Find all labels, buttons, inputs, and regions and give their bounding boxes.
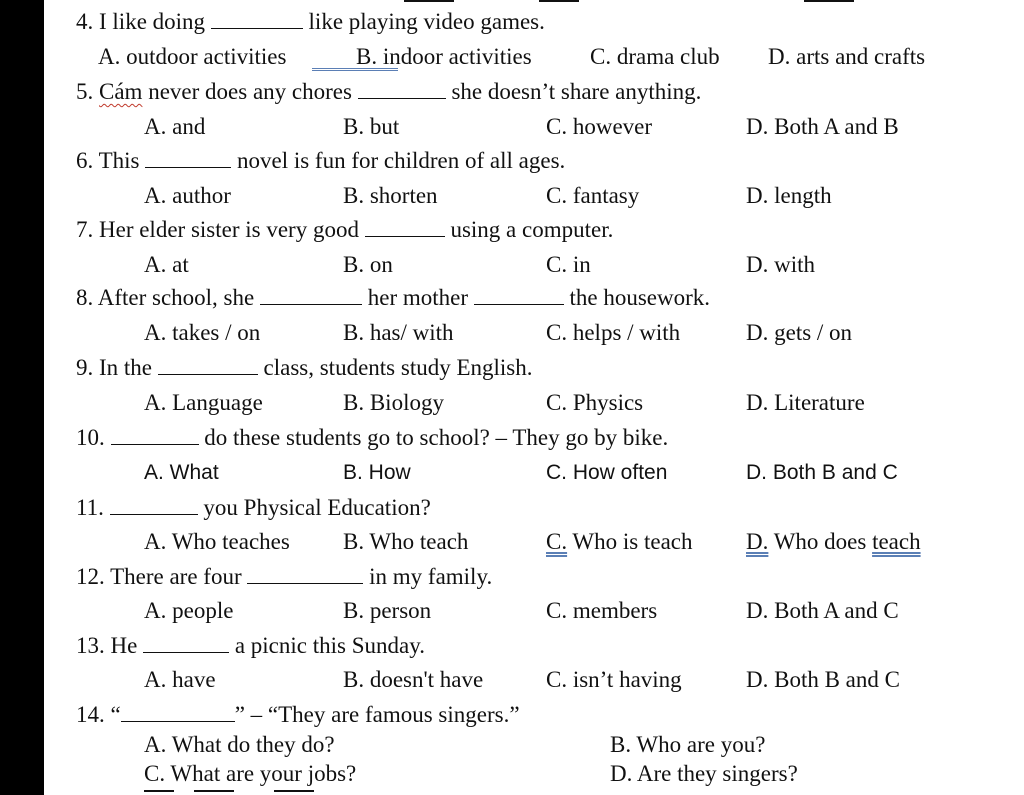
cropped-previous-line bbox=[44, 0, 1024, 6]
question-number: 13. bbox=[76, 633, 105, 658]
answer-blank-2[interactable] bbox=[474, 286, 564, 305]
question-text: the housework. bbox=[569, 285, 711, 310]
option-d[interactable] bbox=[746, 528, 921, 556]
question-text: He bbox=[110, 633, 138, 658]
option-a[interactable]: A. and bbox=[144, 114, 206, 139]
answer-blank[interactable] bbox=[143, 634, 229, 653]
option-c[interactable]: C. isn’t having bbox=[546, 667, 682, 692]
option-text-underlined: teach bbox=[872, 529, 921, 554]
option-c[interactable]: C. drama club bbox=[590, 44, 720, 69]
option-c[interactable]: C. members bbox=[546, 598, 658, 623]
answer-blank[interactable] bbox=[145, 149, 231, 168]
option-d[interactable]: D. Both B and C bbox=[746, 461, 898, 484]
option-c[interactable]: C. fantasy bbox=[546, 183, 640, 208]
question-14 bbox=[76, 701, 520, 729]
question-number: 5. bbox=[76, 79, 94, 104]
question-text: never does any chores bbox=[148, 79, 352, 104]
answer-blank[interactable] bbox=[110, 496, 198, 515]
option-d[interactable]: D. arts and crafts bbox=[768, 44, 926, 69]
question-text: you Physical Education? bbox=[203, 495, 431, 520]
question-text: This bbox=[98, 148, 140, 173]
option-a[interactable]: A. What do they do? bbox=[144, 732, 335, 757]
option-b[interactable]: B. Who teach bbox=[343, 529, 469, 554]
question-text: like playing video games. bbox=[308, 9, 545, 34]
option-c[interactable]: C. How often bbox=[546, 461, 668, 484]
question-10 bbox=[76, 424, 668, 452]
answer-blank[interactable] bbox=[111, 426, 199, 445]
option-d[interactable]: D. Are they singers? bbox=[610, 761, 798, 786]
option-d[interactable]: D. Both A and B bbox=[746, 114, 899, 139]
question-number: 11. bbox=[76, 495, 104, 520]
option-b[interactable]: B. on bbox=[343, 252, 393, 277]
option-b[interactable]: B. has/ with bbox=[343, 320, 454, 345]
answer-blank-1[interactable] bbox=[260, 286, 362, 305]
option-b[interactable]: B. Who are you? bbox=[610, 732, 766, 757]
option-b[interactable]: B. but bbox=[343, 114, 400, 139]
question-text: In the bbox=[99, 355, 153, 380]
option-b[interactable]: B. shorten bbox=[343, 183, 438, 208]
question-text: Her elder sister is very good bbox=[99, 217, 359, 242]
option-c[interactable]: C. in bbox=[546, 252, 591, 277]
question-text: There are four bbox=[110, 564, 242, 589]
question-number: 8. bbox=[76, 285, 94, 310]
option-a[interactable]: A. Language bbox=[144, 390, 263, 415]
answer-blank[interactable] bbox=[211, 10, 303, 29]
option-b[interactable]: B. indoor activities bbox=[356, 44, 532, 69]
question-12 bbox=[76, 563, 492, 591]
option-d[interactable]: D. gets / on bbox=[746, 320, 853, 345]
underline-mark bbox=[312, 68, 398, 71]
question-text: her mother bbox=[367, 285, 468, 310]
question-text: “ bbox=[110, 702, 121, 727]
question-text: a picnic this Sunday. bbox=[234, 633, 425, 658]
question-text: using a computer. bbox=[450, 217, 614, 242]
option-a[interactable]: A. have bbox=[144, 667, 216, 692]
question-13 bbox=[76, 632, 425, 660]
option-text: Who does bbox=[768, 529, 873, 554]
option-c[interactable]: C. helps / with bbox=[546, 320, 681, 345]
option-letter: C. bbox=[546, 529, 568, 554]
question-text: do these students go to school? – They go by bike. bbox=[204, 425, 669, 450]
option-b[interactable]: B. Biology bbox=[343, 390, 444, 415]
question-number: 9. bbox=[76, 355, 94, 380]
question-number: 12. bbox=[76, 564, 105, 589]
option-d[interactable]: D. with bbox=[746, 252, 815, 277]
question-text: ” – “They are famous singers.” bbox=[234, 702, 520, 727]
question-5 bbox=[76, 78, 701, 106]
question-8 bbox=[76, 284, 710, 312]
option-d[interactable]: D. Both A and C bbox=[746, 598, 899, 623]
option-c[interactable]: C. What are your jobs? bbox=[144, 761, 357, 786]
question-text: novel is fun for children of all ages. bbox=[236, 148, 566, 173]
question-number: 4. bbox=[76, 9, 94, 34]
option-a[interactable]: A. Who teaches bbox=[144, 529, 290, 554]
answer-blank[interactable] bbox=[121, 703, 235, 722]
option-d[interactable]: D. Both B and C bbox=[746, 667, 900, 692]
question-number: 14. bbox=[76, 702, 105, 727]
left-margin-bar bbox=[0, 0, 44, 795]
option-c[interactable] bbox=[546, 528, 693, 556]
question-number: 6. bbox=[76, 148, 94, 173]
question-text: I like doing bbox=[99, 9, 206, 34]
spellcheck-word: Cám bbox=[99, 79, 143, 104]
option-a[interactable]: A. takes / on bbox=[144, 320, 261, 345]
question-text: in my family. bbox=[369, 564, 493, 589]
option-d[interactable]: D. Literature bbox=[746, 390, 865, 415]
cropped-next-line bbox=[44, 790, 1024, 795]
option-b[interactable]: B. person bbox=[343, 598, 432, 623]
question-number: 7. bbox=[76, 217, 94, 242]
option-a[interactable]: A. outdoor activities bbox=[98, 44, 287, 69]
answer-blank[interactable] bbox=[158, 356, 258, 375]
question-11 bbox=[76, 494, 431, 522]
option-d[interactable]: D. length bbox=[746, 183, 832, 208]
option-a[interactable]: A. What bbox=[144, 461, 219, 484]
question-text: she doesn’t share anything. bbox=[451, 79, 702, 104]
option-a[interactable]: A. author bbox=[144, 183, 231, 208]
option-a[interactable]: A. at bbox=[144, 252, 189, 277]
question-text: After school, she bbox=[97, 285, 255, 310]
option-c[interactable]: C. Physics bbox=[546, 390, 644, 415]
question-number: 10. bbox=[76, 425, 105, 450]
answer-blank[interactable] bbox=[247, 565, 363, 584]
question-text: class, students study English. bbox=[263, 355, 533, 380]
worksheet-page bbox=[44, 0, 1024, 795]
question-6 bbox=[76, 147, 565, 175]
question-4 bbox=[76, 8, 545, 36]
answer-blank[interactable] bbox=[365, 218, 445, 237]
option-c[interactable]: C. however bbox=[546, 114, 653, 139]
option-text: Who is teach bbox=[567, 529, 693, 554]
option-b[interactable]: B. doesn't have bbox=[343, 667, 484, 692]
option-letter: D. bbox=[746, 529, 769, 554]
answer-blank[interactable] bbox=[358, 80, 446, 99]
option-b[interactable]: B. How bbox=[343, 461, 411, 484]
question-9 bbox=[76, 354, 533, 382]
question-7 bbox=[76, 216, 613, 244]
option-a[interactable]: A. people bbox=[144, 598, 234, 623]
